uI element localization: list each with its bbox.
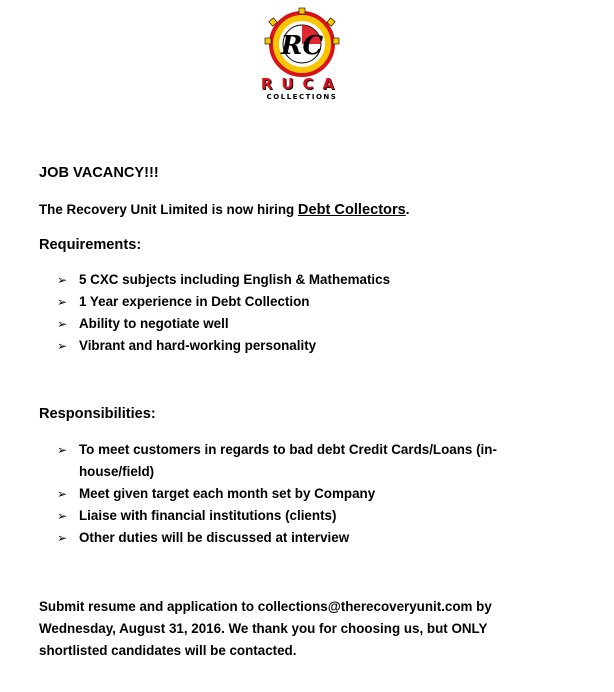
closing-line-2: Wednesday, August 31, 2016. We thank you for choosing us, but ONLY [39, 621, 488, 636]
arrow-bullet-icon: ➢ [57, 339, 68, 353]
list-item: ➢ To meet customers in regards to bad debt Credit Cards/Loans (in- [39, 439, 497, 461]
logo-brand: RUCA [260, 75, 344, 93]
closing-line-3: shortlisted candidates will be contacted. [39, 643, 297, 658]
arrow-bullet-icon: ➢ [57, 487, 68, 501]
intro-line [39, 202, 410, 218]
arrow-bullet-icon: ➢ [57, 317, 68, 331]
list-item: ➢ Ability to negotiate well [39, 313, 390, 335]
page-title: JOB VACANCY!!! [39, 165, 159, 181]
responsibilities-heading: Responsibilities: [39, 406, 156, 422]
position-title: Debt Collectors [297, 202, 406, 218]
arrow-bullet-icon: ➢ [57, 509, 68, 523]
requirements-list [39, 269, 390, 357]
arrow-bullet-icon: ➢ [57, 531, 68, 545]
intro-prefix: The Recovery Unit Limited is now hiring [39, 202, 298, 217]
arrow-bullet-icon: ➢ [57, 443, 68, 457]
requirements-heading: Requirements: [39, 237, 142, 253]
list-item: ➢ Vibrant and hard-working personality [39, 335, 390, 357]
list-item: ➢ Meet given target each month set by Company [39, 483, 497, 505]
list-item: ➢ Other duties will be discussed at interview [39, 527, 497, 549]
arrow-bullet-icon: ➢ [57, 295, 68, 309]
responsibilities-list [39, 439, 497, 549]
list-item: ➢ 1 Year experience in Debt Collection [39, 291, 390, 313]
intro-suffix: . [405, 202, 410, 217]
arrow-bullet-icon: ➢ [57, 273, 68, 287]
list-item: ➢ Liaise with financial institutions (clients) [39, 505, 497, 527]
list-item: ➢ 5 CXC subjects including English & Mathematics [39, 269, 390, 291]
logo-monogram: RC [280, 31, 324, 61]
closing-line-1: Submit resume and application to collections@therecoveryunit.com by [39, 599, 492, 614]
logo-subtitle: COLLECTIONS [266, 93, 338, 101]
list-item-continuation: house/field) [79, 464, 155, 479]
